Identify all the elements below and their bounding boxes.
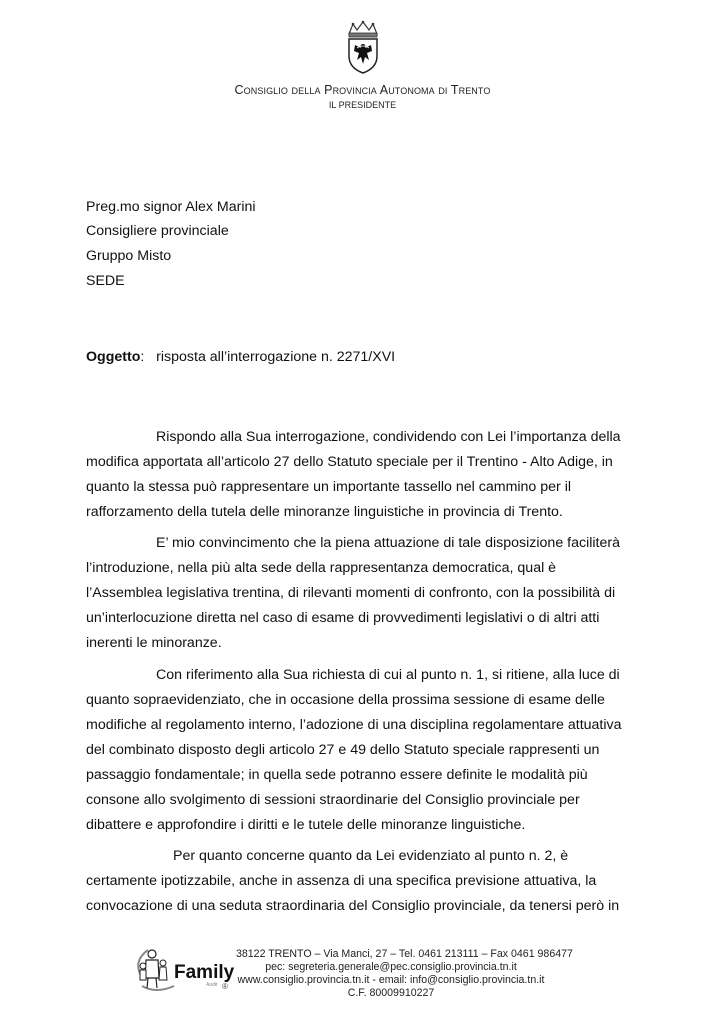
subject-separator: : bbox=[140, 349, 145, 365]
subject-label: Oggetto bbox=[86, 349, 141, 365]
body-line: certamente ipotizzabile, anche in assenza di una specifica previsione attuativa, la bbox=[86, 873, 597, 889]
body-line: modifiche al regolamento interno, l’adozione di una disciplina regolamentare attuativa bbox=[86, 717, 622, 733]
body-line: modifica apportata all’articolo 27 dello Statuto speciale per il Trentino - Alto Adige, in bbox=[86, 454, 613, 470]
audit-logo-text: Audit bbox=[206, 982, 218, 988]
recipient-line: Gruppo Misto bbox=[86, 248, 172, 264]
body-line: l’introduzione, nella più alta sede della rappresentanza democratica, qual è bbox=[86, 560, 557, 576]
body-line: E’ mio convincimento che la piena attuazione di tale disposizione faciliterà bbox=[156, 535, 620, 551]
body-line: Con riferimento alla Sua richiesta di cui al punto n. 1, si ritiene, alla luce di bbox=[156, 667, 620, 683]
registered-mark: ® bbox=[222, 982, 228, 991]
body-line: quanto la stessa può rappresentare un importante tassello nel cammino per il bbox=[86, 479, 572, 495]
body-line: convocazione di una seduta straordinaria del Consiglio provinciale, da tenersi però in bbox=[86, 898, 620, 914]
body-line: un’interlocuzione diretta nel caso di esame di provvedimenti legislativi o di altri atti bbox=[86, 610, 600, 626]
body-line: del combinato disposto degli articolo 27 e 49 dello Statuto speciale rappresenti un bbox=[86, 742, 600, 758]
family-logo-text: Family bbox=[174, 962, 235, 983]
recipient-line: Preg.mo signor Alex Marini bbox=[86, 199, 256, 215]
family-audit-logo bbox=[132, 944, 235, 994]
recipient-line: Consigliere provinciale bbox=[86, 223, 229, 239]
recipient-line: SEDE bbox=[86, 273, 125, 289]
footer-pec: pec: segreteria.generale@pec.consiglio.provincia.tn.it bbox=[265, 961, 517, 973]
body-line: Per quanto concerne quanto da Lei evidenziato al punto n. 2, è bbox=[173, 848, 569, 864]
body-line: passaggio fondamentale; in quella sede potranno essere definite le modalità più bbox=[86, 767, 588, 783]
institution-title: Consiglio della Provincia Autonoma di Trento bbox=[234, 83, 491, 97]
body-line: l’Assemblea legislativa trentina, di rilevanti momenti di confronto, con la possibilità di bbox=[86, 585, 616, 601]
body-line: dibattere e approfondire i diritti e le tutele delle minoranze linguistiche. bbox=[86, 817, 526, 833]
coat-of-arms-icon bbox=[343, 20, 383, 74]
body-line: rafforzamento della tutela delle minoranze linguistiche in provincia di Trento. bbox=[86, 504, 563, 520]
body-line: inerenti le minoranze. bbox=[86, 635, 222, 651]
body-line: quanto sopraevidenziato, che in occasione della prossima sessione di esame delle bbox=[86, 692, 605, 708]
footer-web-email: www.consiglio.provincia.tn.it - email: info@consiglio.provincia.tn.it bbox=[237, 974, 545, 986]
subject-line bbox=[86, 349, 395, 365]
body-line: Rispondo alla Sua interrogazione, condividendo con Lei l’importanza della bbox=[156, 429, 621, 445]
body-line: consone allo svolgimento di sessioni straordinarie del Consiglio provinciale per bbox=[86, 792, 580, 808]
institution-subtitle: IL PRESIDENTE bbox=[328, 100, 397, 110]
subject-text: risposta all’interrogazione n. 2271/XVI bbox=[156, 349, 396, 365]
footer-tax-code: C.F. 80009910227 bbox=[347, 987, 435, 999]
footer-address: 38122 TRENTO – Via Manci, 27 – Tel. 0461 213111 – Fax 0461 986477 bbox=[236, 948, 573, 960]
